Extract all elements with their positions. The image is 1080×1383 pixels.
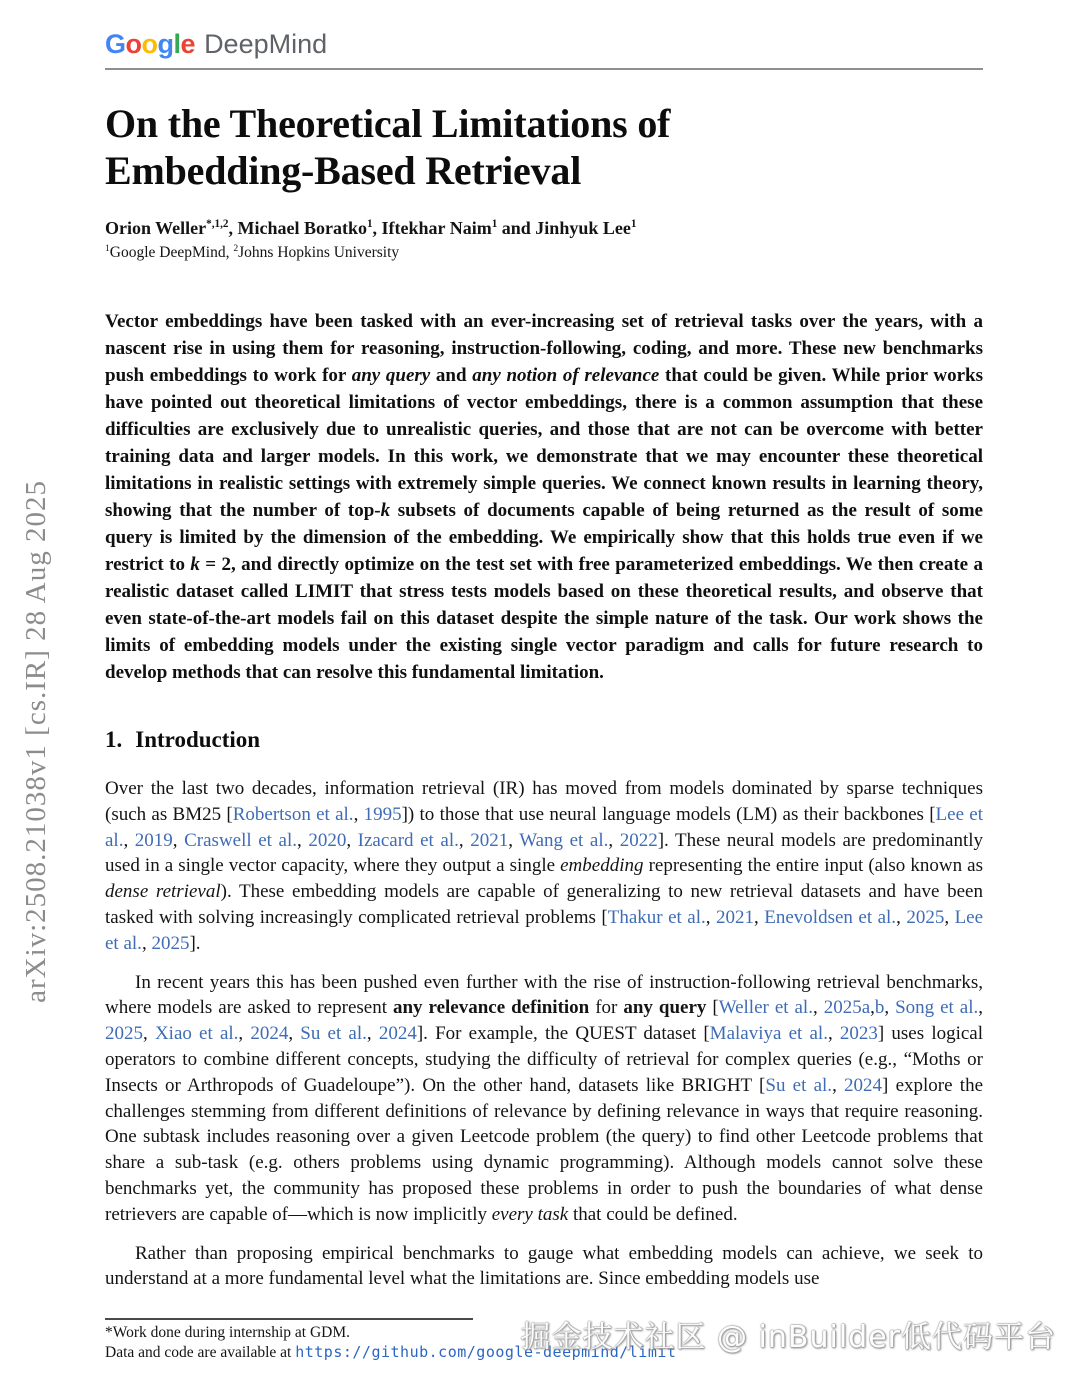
text-segment: , [832,1074,845,1096]
text-segment: , [896,907,907,929]
text-segment: any query [351,365,431,387]
text-segment: , [288,1023,301,1045]
text-segment: any notion of relevance [472,365,660,387]
text-segment: = 2, and directly optimize on the test set with free parameterized embeddings. We then create a realistic dataset called LIMIT that stress tests models based on these theoretical results, and observe that even state-of-the-art models fail on this dataset despite the simple nature of the task. Our work shows the limits of embedding models under the existing single vector paradigm and calls for future research to develop methods that can resolve this fundamental limitation. [105,554,984,684]
text-segment: o [125,29,142,59]
text-segment: , [608,829,620,851]
citation-link[interactable]: Lee et al. [105,803,983,851]
footnote-url-link[interactable]: https://github.com/google-deepmind/limit [295,1343,677,1361]
citation-link[interactable]: 2021 [716,907,755,929]
site-watermark: 掘金技术社区 @ inBuilder低代码平台 [520,1320,1056,1355]
paper-title [105,100,983,194]
text-segment: ]. For example, the QUEST dataset [ [416,1023,710,1045]
section-heading-introduction [105,727,983,753]
citation-link[interactable]: Robertson et al. [232,803,354,825]
text-segment: that could be defined. [568,1203,738,1225]
arxiv-identifier: arXiv:2508.21038v1 [cs.IR] 28 Aug 2025 [19,480,52,1003]
text-segment: , [705,907,717,929]
citation-link[interactable]: 2025 [906,907,945,929]
text-segment: , Michael Boratko [228,218,367,239]
text-segment: , [353,803,364,825]
text-segment: , [884,997,896,1019]
affiliations [105,244,983,262]
header-divider [105,68,983,70]
text-segment: 2 [233,242,239,254]
citation-link[interactable]: Xiao et al. [154,1023,239,1045]
text-segment: , [812,997,824,1019]
text-segment: , [143,1023,155,1045]
text-segment: , [238,1023,251,1045]
citation-link[interactable]: 2025a [823,997,871,1019]
text-segment: k [380,500,391,522]
text-segment: e [180,29,196,59]
text-segment: , [346,829,358,851]
text-segment: , [754,907,765,929]
author-list [105,218,983,239]
text-segment: 1 [105,242,110,254]
abstract [105,308,983,686]
paper-title-line1: On the Theoretical Limitations of [105,100,671,146]
citation-link[interactable]: 2025 [105,1023,143,1045]
text-segment: ). These embedding models are capable of generalizing to new retrieval datasets and have been tasked with solving increasingly complicated retrieval problems [ [105,881,983,929]
citation-link[interactable]: b [874,997,885,1019]
text-segment: 1 [630,218,637,231]
text-segment: l [173,29,181,59]
text-segment: for [589,997,624,1019]
paper-content [105,0,983,1292]
citation-link[interactable]: Izacard et al. [357,829,459,851]
text-segment: , [944,907,955,929]
citation-link[interactable]: 2024 [378,1023,417,1045]
text-segment: , [141,932,152,954]
footnote-divider [105,1318,473,1320]
text-segment: Over the last two decades, information retrieval (IR) has moved from models dominated by sparse techniques (such as BM25 [ [105,778,983,825]
text-segment: Vector embeddings have been tasked with an ever-increasing set of retrieval tasks over the years, with a nascent rise in using them for reasoning, instruction-following, coding, and more. These new benchmarks push embeddings to work for [105,311,983,387]
text-segment: Johns Hopkins University [238,244,400,262]
citation-link[interactable]: 1995 [363,803,402,825]
text-segment: , [978,997,984,1019]
text-segment: Data and code are available at [105,1344,296,1361]
text-segment: , [827,1023,840,1045]
text-segment: ]. These neural models are predominantly used in a single vector capacity, where they output a single [105,829,984,877]
section-title: Introduction [135,727,261,753]
text-segment: Google DeepMind, [109,244,234,262]
text-segment: , Iftekhar Naim [372,218,492,239]
citation-link[interactable]: Su et al. [765,1074,833,1096]
citation-link[interactable]: 2019 [134,829,173,851]
text-segment: and [430,365,473,387]
text-segment: , [508,829,520,851]
google-logo-wordmark [105,29,195,59]
footnote-internship: *Work done during internship at GDM. [105,1324,350,1341]
citation-link[interactable]: 2024 [250,1023,289,1045]
text-segment: [ [706,997,719,1019]
text-segment: , [366,1023,379,1045]
text-segment: , [297,829,309,851]
text-segment: and Jinhyuk Lee [497,218,631,239]
text-segment: that could be given. While prior works have pointed out theoretical limitations of vector embeddings, there is a common assumption that these difficulties are exclusively due to unrealistic queries, and those that are not can be overcome with better training data and larger models. In this work, we demonstrate that we may encounter these theoretical limitations in realistic settings with extremely simple queries. We connect known results in learning theory, showing that the number of top- [105,365,984,522]
citation-link[interactable]: Enevoldsen et al. [764,907,897,929]
text-segment: ] explore the challenges stemming from different definitions of relevance by defining relevance in ways that require reasoning. One subtask includes reasoning over a given Leetcode problem (the query) to find other Leetcode problems that share a sub-task (e.g. others problems using dynamic programming). Although models cannot solve these benchmarks yet, the community has proposed these problems in order to push the boundaries of what dense retrievers are capable of—which is now implicitly [105,1074,983,1225]
intro-paragraph-2 [105,970,983,1228]
citation-link[interactable]: Weller et al. [718,997,813,1019]
citation-link[interactable]: Wang et al. [519,829,609,851]
citation-link[interactable]: 2020 [308,829,347,851]
text-segment: *,1,2 [206,218,229,231]
arxiv-margin-strip [6,0,66,1383]
intro-paragraph-1 [105,776,983,957]
text-segment: , [870,997,875,1019]
text-segment: subsets of documents capable of being returned as the result of some query is limited by the dimension of the embedding. We empirically show that this holds true even if we restrict to [105,500,983,576]
citation-link[interactable]: 2025 [151,932,190,954]
text-segment: embedding [560,855,644,877]
text-segment: any query [623,997,707,1019]
section-number: 1. [105,727,123,753]
text-segment: o [141,29,158,59]
text-segment: ]. [189,932,201,954]
text-segment: Orion Weller [105,218,207,239]
citation-link[interactable]: 2022 [619,829,658,851]
google-deepmind-logo [105,30,983,60]
deepmind-logo-text: DeepMind [204,29,328,59]
citation-link[interactable]: Thakur et al. [607,907,706,929]
text-segment: G [105,29,126,59]
text-segment: , [458,829,471,851]
text-segment: g [157,29,174,59]
citation-link[interactable]: Su et al. [300,1023,367,1045]
text-segment: 1 [491,218,498,231]
text-segment: ] uses logical operators to combine different concepts, studying the difficulty of retrieval for complex queries (e.g., “Moths or Insects or Arthropods of Guadeloupe”). On the other hand, datasets like BRIGHT [ [105,1023,984,1096]
text-segment: ]) to those that use neural language models (LM) as their backbones [ [401,803,936,825]
citation-link[interactable]: 2023 [839,1023,878,1045]
citation-link[interactable]: Lee et al. [105,907,984,954]
text-segment: every task [491,1203,569,1225]
text-segment: representing the entire input (also known as [643,855,983,877]
citation-link[interactable]: Song et al. [895,997,979,1019]
text-segment: Rather than proposing empirical benchmarks to gauge what embedding models can achieve, we seek to understand at a more fundamental level what the limitations are. Since embedding models use [105,1242,983,1290]
text-segment: , [172,829,185,851]
citation-link[interactable]: Malaviya et al. [709,1023,828,1045]
intro-paragraph-3 [105,1241,983,1293]
citation-link[interactable]: 2021 [470,829,509,851]
text-segment: In recent years this has been pushed even further with the rise of instruction-following retrieval benchmarks, where models are asked to represent [105,971,983,1019]
text-segment: any relevance definition [392,997,590,1019]
text-segment: k [190,554,200,576]
text-segment: dense retrieval [105,881,221,903]
text-segment: 1 [366,218,373,231]
text-segment: , [123,829,135,851]
paper-title-line2: Embedding-Based Retrieval [105,147,582,193]
citation-link[interactable]: Craswell et al. [184,829,297,851]
citation-link[interactable]: 2024 [844,1074,883,1096]
